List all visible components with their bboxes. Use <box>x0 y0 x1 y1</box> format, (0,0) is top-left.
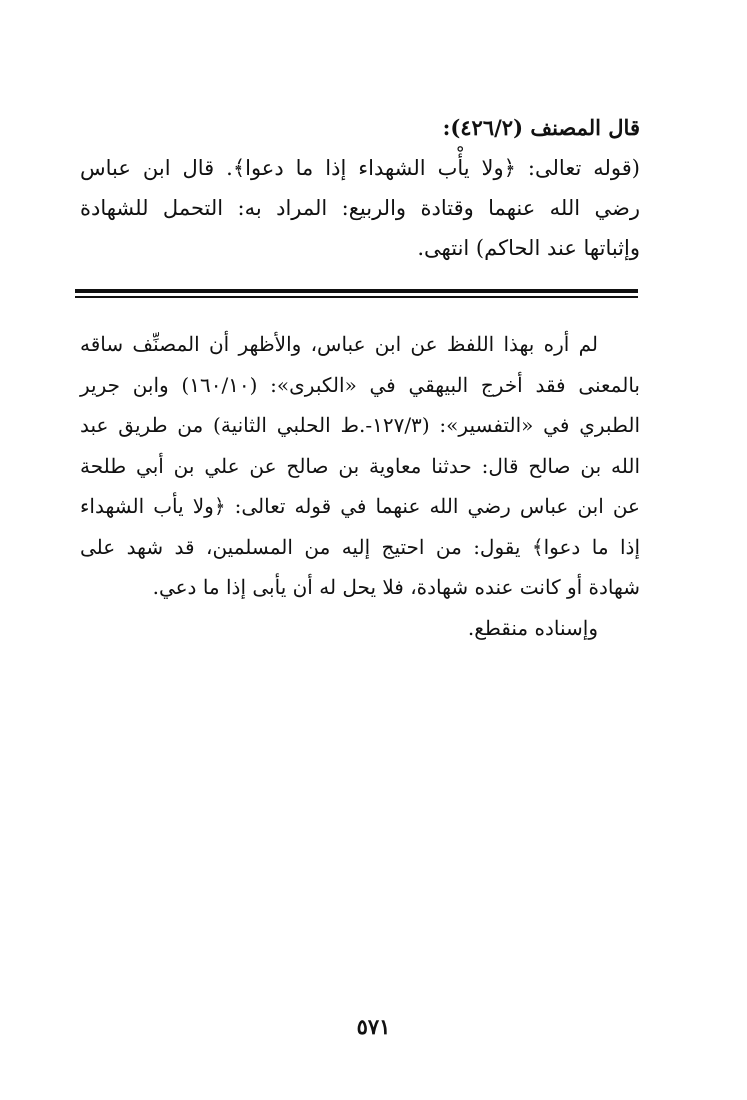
commentary-line: الطبري في «التفسير»: (١٢٧/٣-.ط الحلبي الثانية) من طريق عبد <box>80 413 641 437</box>
quote-line: (قوله تعالى: ﴿ولا يأْب الشهداء إذا ما دعوا﴾. قال ابن عباس <box>80 156 640 180</box>
commentary-line: لم أره بهذا اللفظ عن ابن عباس، والأظهر أن المصنِّف ساقه <box>80 332 598 356</box>
author-quote-block <box>80 108 640 268</box>
closing-line: وإسناده منقطع. <box>467 615 598 640</box>
quote-heading: قال المصنف (٤٢٦/٢): <box>442 115 640 140</box>
page-number: ٥٧١ <box>356 1014 391 1039</box>
quote-line: وإثباتها عند الحاكم) انتهى. <box>417 236 640 260</box>
commentary-line: بالمعنى فقد أخرج البيهقي في «الكبرى»: (١٦٠/١٠) وابن جرير <box>80 372 640 397</box>
divider-thin-rule <box>75 296 638 298</box>
commentary-line: الله بن صالح قال: حدثنا معاوية بن صالح عن علي بن أبي طلحة <box>80 453 640 478</box>
commentary-line: شهادة أو كانت عنده شهادة، فلا يحل له أن يأبى إذا ما دعي. <box>152 575 640 599</box>
commentary-block <box>80 324 640 648</box>
divider-thick-rule <box>75 289 638 293</box>
commentary-line: عن ابن عباس رضي الله عنهما في قوله تعالى: ﴿ولا يأب الشهداء <box>80 494 640 518</box>
quote-line: رضي الله عنهما وقتادة والربيع: المراد به: التحمل للشهادة <box>80 196 640 220</box>
commentary-line: إذا ما دعوا﴾ يقول: من احتيج إليه من المسلمين، قد شهد على <box>80 534 640 559</box>
footnote-divider <box>75 289 638 298</box>
